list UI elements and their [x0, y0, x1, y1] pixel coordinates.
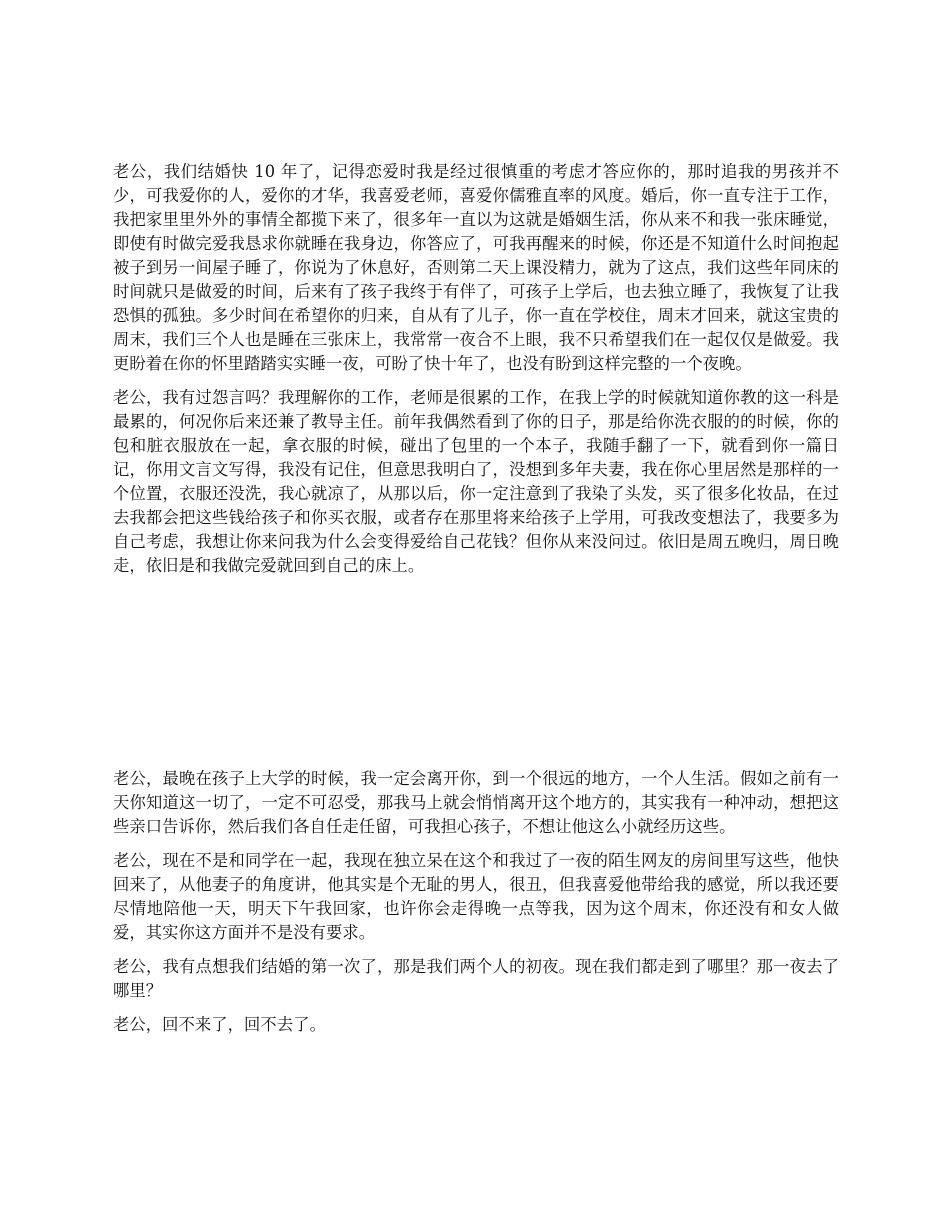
- paragraph: 老公，我们结婚快 10 年了，记得恋爱时我是经过很慎重的考虑才答应你的，那时追我的男孩并不少，可我爱你的人，爱你的才华，我喜爱老师，喜爱你儒雅直率的风度。婚后，你一直专注于工作，我把家里里外外的事情全都揽下来了，很多年一直以为这就是婚姻生活，你从来不和我一张床睡觉，即使有时做完爱我恳求你就睡在我身边，你答应了，可我再醒来的时候，你还是不知道什么时间抱起被子到另一间屋子睡了，你说为了休息好，否则第二天上课没精力，就为了这点，我们这些年同床的时间就只是做爱的时间，后来有了孩子我终于有伴了，可孩子上学后，也去独立睡了，我恢复了让我恐惧的孤独。多少时间在希望你的归来，自从有了儿子，你一直在学校住，周末才回来，就这宝贵的周末，我们三个人也是睡在三张床上，我常常一夜合不上眼，我不只希望我们在一起仅仅是做爱。我更盼着在你的怀里踏踏实实睡一夜，可盼了快十年了，也没有盼到这样完整的一个夜晚。: [113, 162, 839, 373]
- paragraph: 老公，我有点想我们结婚的第一次了，那是我们两个人的初夜。现在我们都走到了哪里？那一夜去了哪里？: [113, 957, 839, 1000]
- text-section-1: [113, 160, 839, 588]
- paragraph: 老公，我有过怨言吗？我理解你的工作，老师是很累的工作，在我上学的时候就知道你教的这一科是最累的，何况你后来还兼了教导主任。前年我偶然看到了你的日子，那是给你洗衣服的的时候，你的包和脏衣服放在一起，拿衣服的时候，碰出了包里的一个本子，我随手翻了一下，就看到你一篇日记，你用文言文写得，我没有记住，但意思我明白了，没想到多年夫妻，我在你心里居然是那样的一个位置，衣服还没洗，我心就凉了，从那以后，你一定注意到了我染了头发，买了很多化妆品，在过去我都会把这些钱给孩子和你买衣服，或者存在那里将来给孩子上学用，可我改变想法了，我要多为自己考虑，我想让你来问我为什么会变得爱给自己花钱？但你从来没问过。依旧是周五晚归，周日晚走，依旧是和我做完爱就回到自己的床上。: [113, 388, 839, 575]
- paragraph: 老公，最晚在孩子上大学的时候，我一定会离开你，到一个很远的地方，一个人生活。假如之前有一天你知道这一切了，一定不可忍受，那我马上就会悄悄离开这个地方的，其实我有一种冲动，想把这些亲口告诉你，然后我们各自任走任留，可我担心孩子，不想让他这么小就经历这些。: [113, 769, 839, 836]
- paragraph: 老公，回不来了，回不去了。: [113, 1015, 326, 1034]
- paragraph: 老公，现在不是和同学在一起，我现在独立呆在这个和我过了一夜的陌生网友的房间里写这些，他快回来了，从他妻子的角度讲，他其实是个无耻的男人，很丑，但我喜爱他带给我的感觉，所以我还要尽情地陪他一天，明天下午我回家，也许你会走得晚一点等我，因为这个周末，你还没有和女人做爱，其实你这方面并不是没有要求。: [113, 851, 839, 942]
- text-section-2: [113, 767, 839, 1047]
